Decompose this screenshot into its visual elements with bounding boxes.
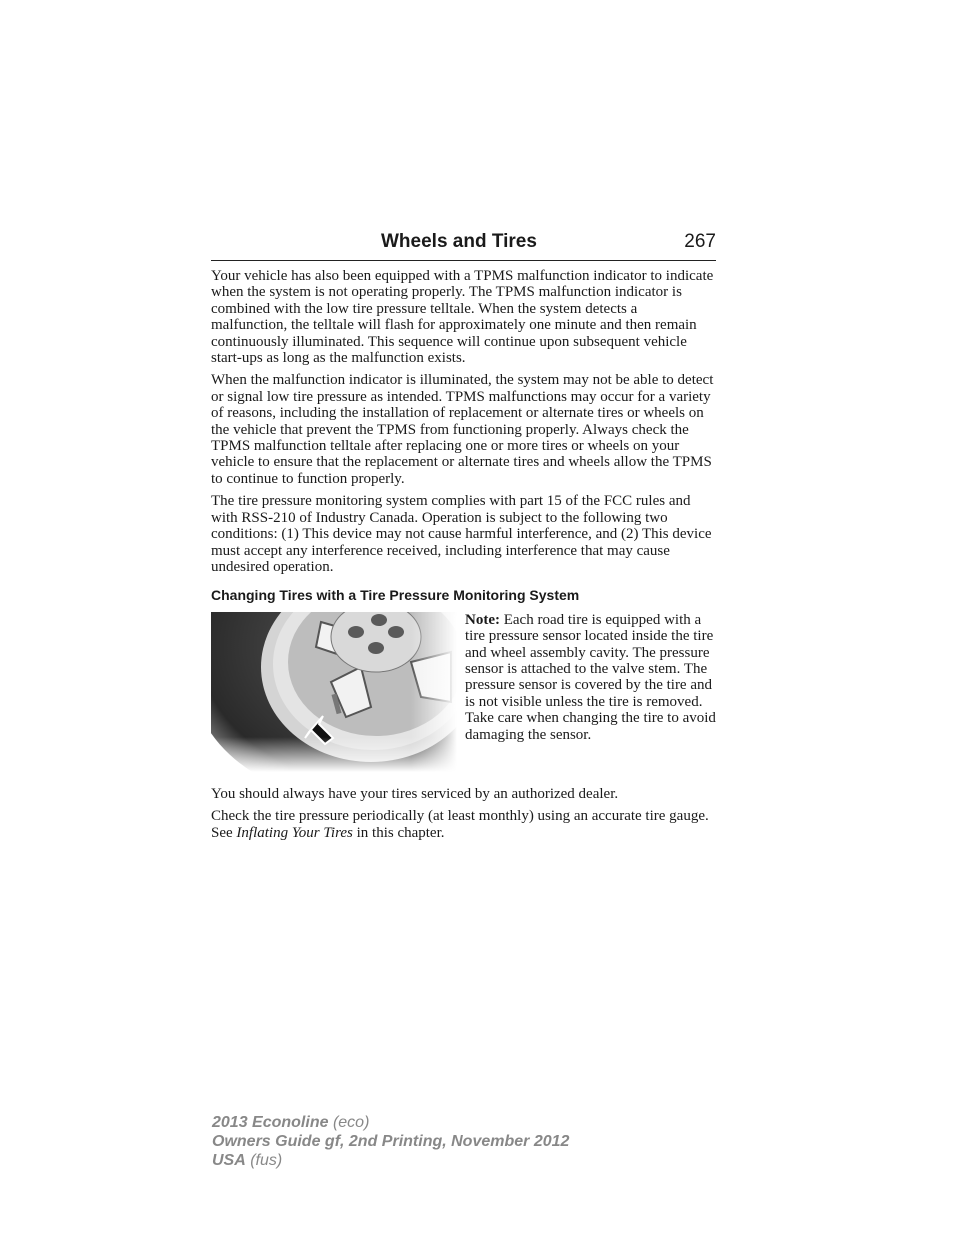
page-footer	[212, 1113, 569, 1170]
paragraph-check-pressure	[211, 808, 717, 841]
page-number: 267	[684, 231, 716, 252]
note-paragraph	[465, 612, 717, 743]
tire-valve-illustration	[211, 612, 457, 772]
header-title: Wheels and Tires	[381, 231, 537, 252]
page-header	[211, 228, 716, 261]
paragraph-2: When the malfunction indicator is illuminated, the system may not be able to detect or signal low tire pressure as intended. TPMS malfunctions may occur for a variety of reasons, including the installation of replacement or alternate tires or wheels on the vehicle that prevent the TPMS from functioning properly. Always check the TPMS malfunction telltale after replacing one or more tires or wheels on your vehicle to ensure that the replacement or alternate tires and wheels allow the TPMS to continue to function properly.	[211, 372, 714, 487]
footer-line-2	[212, 1132, 569, 1151]
page-body	[211, 268, 717, 847]
footer-model-code: (eco)	[328, 1114, 370, 1131]
paragraph-dealer: You should always have your tires serviced by an authorized dealer.	[211, 785, 619, 802]
footer-market-code: (fus)	[245, 1152, 283, 1169]
section-heading: Changing Tires with a Tire Pressure Monitoring System	[211, 587, 580, 604]
figure-row	[211, 612, 717, 782]
check-pressure-tail: in this chapter.	[352, 824, 445, 841]
note-label: Note:	[465, 611, 500, 628]
footer-edition: Owners Guide gf, 2nd Printing, November 2012	[212, 1133, 570, 1150]
inflating-tires-reference: Inflating Your Tires	[236, 824, 353, 841]
footer-line-3	[212, 1151, 569, 1170]
footer-line-1	[212, 1113, 569, 1132]
paragraph-3: The tire pressure monitoring system complies with part 15 of the FCC rules and with RSS-210 of Industry Canada. Operation is subject to the following two conditions: (1) This device may not cause harmful interference, and (2) This device must accept any interference received, including interference that may cause undesired operation.	[211, 493, 712, 575]
check-pressure-text: Check the tire pressure periodically (at least monthly) using an accurate tire gauge. See	[211, 808, 709, 841]
note-text: Each road tire is equipped with a tire pressure sensor located inside the tire and wheel assembly cavity. The pressure sensor is attached to the valve stem. The pressure sensor is covered by the tire and is not visible unless the tire is removed. Take care when changing the tire to avoid damaging the sensor.	[465, 611, 716, 743]
paragraph-1: Your vehicle has also been equipped with a TPMS malfunction indicator to indicate when the system is not operating properly. The TPMS malfunction indicator is combined with the low tire pressure telltale. When the system detects a malfunction, the telltale will flash for approximately one minute and then remain continuously illuminated. This sequence will continue upon subsequent vehicle start-ups as long as the malfunction exists.	[211, 268, 714, 367]
footer-market: USA	[212, 1152, 246, 1169]
footer-model: 2013 Econoline	[212, 1114, 329, 1131]
